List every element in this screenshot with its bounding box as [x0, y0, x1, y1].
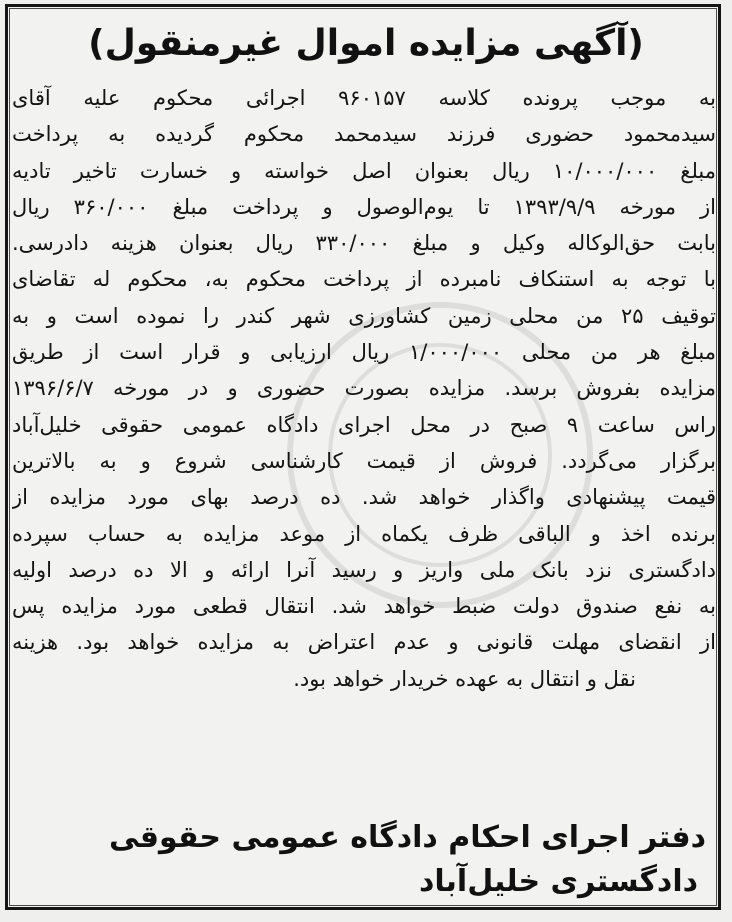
body-line-9: مزایده بفروش برسد. مزایده بصورت حضوری و در مورخه ۱۳۹۶/۶/۷: [12, 376, 716, 401]
notice-body: [12, 80, 716, 697]
body-line-4: از مورخه ۱۳۹۳/۹/۹ تا یوم‌الوصول و پرداخت مبلغ ۳۶۰/۰۰۰ ریال: [12, 194, 716, 219]
body-line-8: مبلغ هر من محلی ۱/۰۰۰/۰۰۰ ریال ارزیابی و قرار است از طریق: [12, 340, 716, 365]
body-line-2: سیدمحمود حضوری فرزند سیدمحمد محکوم گردیده به پرداخت: [12, 122, 716, 147]
body-line-16: از انقضای مهلت قانونی و عدم اعتراض به مزایده خواهد بود. هزینه: [12, 630, 716, 655]
body-line-14: دادگستری نزد بانک ملی واریز و رسید آنرا ارائه و الا ده درصد اولیه: [12, 557, 716, 582]
body-line-6: با توجه به استنکاف نامبرده از پرداخت محکوم به، محکوم له تقاضای: [12, 267, 716, 292]
signature-office: دفتر اجرای احکام دادگاه عمومی حقوقی: [109, 820, 706, 855]
body-line-1: به موجب پرونده کلاسه ۹۶۰۱۵۷ اجرائی محکوم علیه آقای: [12, 86, 716, 110]
body-line-7: توقیف ۲۵ من محلی زمین کشاورزی شهر کندر را نموده است و به: [12, 303, 716, 328]
body-line-12: قیمت پیشنهادی واگذار خواهد شد. ده درصد بهای مورد مزایده از: [12, 485, 716, 510]
body-line-15: به نفع صندوق دولت ضبط خواهد شد. انتقال قطعی مورد مزایده پس: [12, 594, 716, 619]
signature-court: دادگستری خلیل‌آباد: [419, 864, 698, 899]
body-line-10: راس ساعت ۹ صبح در محل اجرای دادگاه عمومی حقوقی خلیل‌آباد: [12, 412, 716, 437]
notice-title: (آگهی مزایده اموال غیرمنقول): [88, 23, 644, 64]
body-line-11: برگزار می‌گردد. فروش از قیمت کارشناسی شروع و به بالاترین: [12, 448, 716, 473]
body-line-13: برنده اخذ و الباقی ظرف یکماه از موعد مزایده به حساب سپرده: [12, 521, 716, 546]
body-line-17: نقل و انتقال به عهده خریدار خواهد بود.: [293, 666, 636, 691]
body-line-3: مبلغ ۱۰/۰۰۰/۰۰۰ ریال بعنوان اصل خواسته و خسارت تاخیر تادیه: [12, 158, 716, 183]
body-line-5: بابت حق‌الوکاله وکیل و مبلغ ۳۳۰/۰۰۰ ریال بعنوان هزینه دادرسی.: [12, 231, 716, 256]
